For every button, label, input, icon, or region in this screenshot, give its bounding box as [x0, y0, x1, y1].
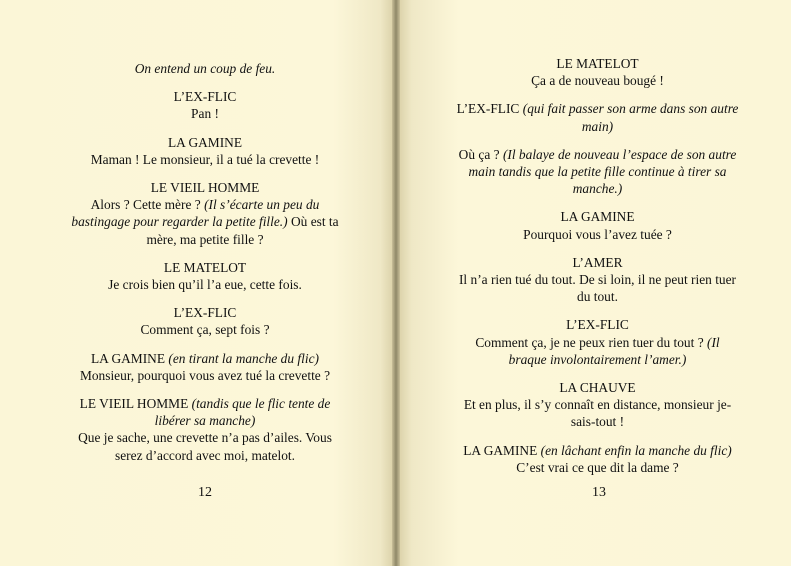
- right-page: [400, 0, 791, 566]
- speaker-name: LE VIEIL HOMME: [79, 396, 189, 412]
- dialogue-block: [455, 146, 740, 198]
- dialogue-line: Il n’a rien tué du tout. De si loin, il ne peut rien tuer du tout.: [458, 272, 737, 305]
- left-page-text: [70, 60, 340, 475]
- dialogue-block: [70, 350, 340, 384]
- dialogue-line: Alors ? Cette mère ?: [90, 197, 201, 213]
- dialogue-block: [455, 316, 740, 368]
- dialogue-block: [455, 379, 740, 431]
- dialogue-line: Comment ça, je ne peux rien tuer du tout ?: [475, 334, 704, 350]
- dialogue-block: [70, 134, 340, 168]
- dialogue-block: [455, 100, 740, 134]
- speaker-name: L’EX-FLIC: [456, 101, 520, 117]
- dialogue-line: Maman ! Le monsieur, il a tué la crevette !: [90, 151, 320, 167]
- dialogue-block: [70, 259, 340, 293]
- speaker-name: LA GAMINE: [463, 442, 538, 458]
- dialogue-line: Que je sache, une crevette n’a pas d’ailes. Vous serez d’accord avec moi, matelot.: [78, 430, 332, 463]
- dialogue-line: C’est vrai ce que dit la dame ?: [516, 459, 679, 475]
- speaker-name: L’AMER: [572, 254, 623, 270]
- speaker-name: LA CHAUVE: [559, 380, 636, 396]
- dialogue-line: Et en plus, il s’y connaît en distance, monsieur je-sais-tout !: [463, 397, 732, 430]
- dialogue-line: Ça a de nouveau bougé !: [531, 73, 664, 89]
- speaker-name: LE VIEIL HOMME: [150, 180, 260, 196]
- left-page: [0, 0, 392, 566]
- speaker-name: L’EX-FLIC: [566, 317, 629, 333]
- direction-text: (qui fait passer son arme dans son autre main): [522, 101, 739, 134]
- dialogue-line: Comment ça, sept fois ?: [140, 322, 270, 338]
- dialogue-block: [70, 395, 340, 464]
- speaker-name: L’EX-FLIC: [173, 89, 237, 105]
- page-number: 12: [198, 485, 212, 500]
- dialogue-line: Pan !: [191, 106, 219, 122]
- direction-text: (Il braque involontairement l’amer.): [508, 334, 720, 367]
- direction-text: On entend un coup de feu.: [134, 61, 276, 76]
- direction-text: (en tirant la manche du flic): [168, 350, 319, 366]
- right-page-text: [455, 55, 740, 487]
- dialogue-line: Où est ta mère, ma petite fille ?: [146, 214, 339, 247]
- dialogue-line: Monsieur, pourquoi vous avez tué la crevette ?: [79, 367, 331, 383]
- speaker-name: L’EX-FLIC: [173, 305, 237, 321]
- speaker-name: LA GAMINE: [91, 350, 166, 366]
- direction-text: (tandis que le flic tente de libérer sa manche): [154, 396, 331, 429]
- direction-text: (en lâchant enfin la manche du flic): [540, 442, 732, 458]
- dialogue-block: [70, 88, 340, 122]
- dialogue-line: Où ça ?: [458, 146, 500, 162]
- page-number: 13: [592, 485, 606, 500]
- speaker-name: LA GAMINE: [560, 209, 635, 225]
- direction-text: (Il balaye de nouveau l’espace de son autre main tandis que la petite fille continue à tirer sa manche.): [468, 146, 737, 197]
- dialogue-block: [70, 179, 340, 248]
- dialogue-block: [455, 208, 740, 242]
- dialogue-line: Je crois bien qu’il l’a eue, cette fois.: [108, 277, 302, 293]
- direction-text: (Il s’écarte un peu du bastingage pour regarder la petite fille.): [71, 197, 320, 230]
- speaker-name: LA GAMINE: [167, 134, 242, 150]
- dialogue-block: [455, 254, 740, 306]
- dialogue-line: Pourquoi vous l’avez tuée ?: [523, 226, 672, 242]
- dialogue-block: [455, 55, 740, 89]
- dialogue-block: [70, 304, 340, 338]
- stage-direction: [70, 60, 340, 77]
- dialogue-block: [455, 442, 740, 476]
- speaker-name: LE MATELOT: [556, 56, 639, 71]
- book-gutter: [392, 0, 400, 566]
- speaker-name: LE MATELOT: [163, 259, 247, 275]
